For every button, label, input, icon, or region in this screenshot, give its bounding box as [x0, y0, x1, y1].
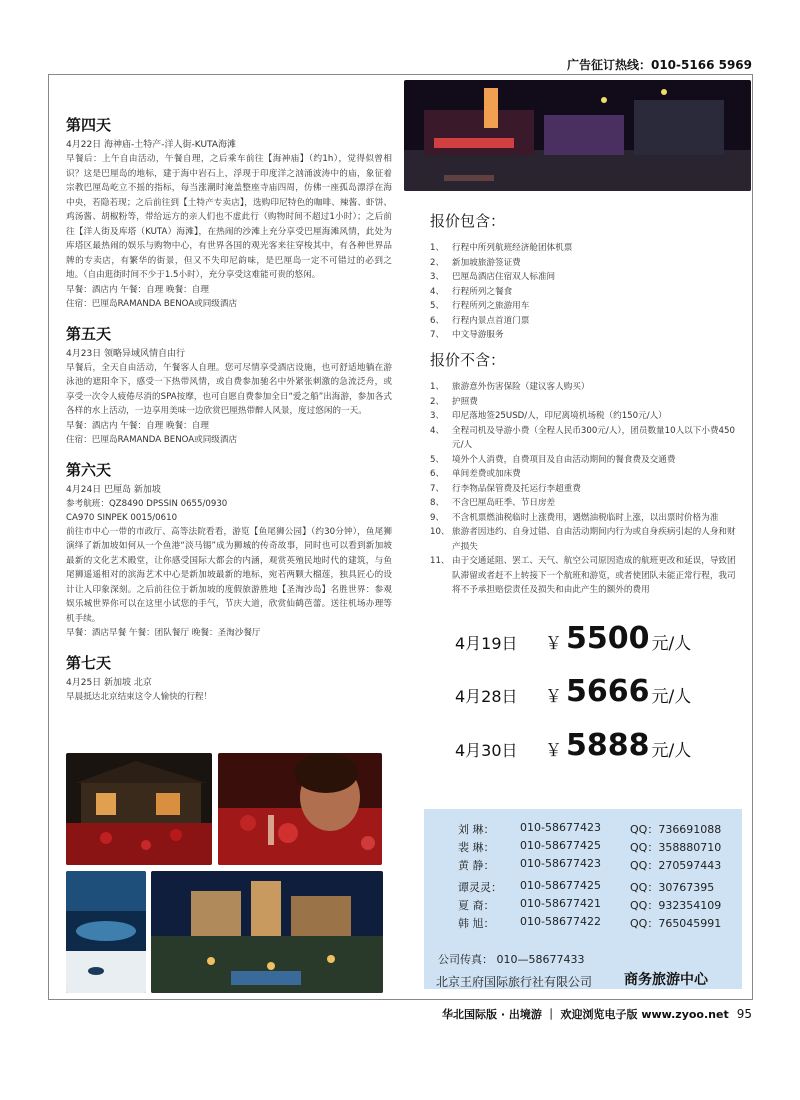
day-title: 第六天 — [66, 460, 112, 479]
list-item: 8、 不含巴厘岛旺季、节日房差 — [430, 498, 556, 508]
price-excluded-section — [430, 349, 742, 598]
list-item: 6、 行程内景点首道门票 — [430, 315, 530, 326]
yen-sign: ￥ — [545, 741, 562, 761]
price-row — [455, 621, 692, 656]
footer-text: 华北国际版 · 出境游 ｜ 欢迎浏览电子版 www.zyoo.net — [442, 1008, 729, 1021]
contact-row: 夏 裔： 010-58677421 QQ：932354109 — [458, 897, 722, 912]
day-5 — [66, 323, 392, 447]
list-item: 6、 单间差费或加床费 — [430, 469, 521, 479]
day-description: 早餐后，全天自由活动，午餐客人自理。您可尽情享受酒店设施，也可舒适地躺在游泳池的遮阳伞下，感受一下热带风情，或自费参加驰名中外紧张刺激的急流泛舟，或享受一次令人疲倦尽消的SPA按摩，也可自愿自费参加全日“爱之船”出海游，参加各式各样的水上活动，一边享用美味一边欣赏巴厘热带醉人风景，度过悠闲的一天。 — [66, 362, 392, 416]
price-date: 4月30日 — [455, 741, 518, 760]
day-meals: 早餐：酒店内 午餐：自理 晚餐：自理 — [66, 284, 209, 295]
price-amount: 5888 — [566, 728, 650, 763]
section-title: 报价包含： — [430, 212, 506, 230]
list-item: 3、 印尼落地签25USD/人，印尼离境机场税（约150元/人） — [430, 411, 667, 421]
contact-row: 刘 琳： 010-58677423 QQ：736691088 — [458, 821, 722, 836]
contact-box — [424, 809, 742, 989]
contact-row: 韩 旭： 010-58677422 QQ：765045991 — [458, 915, 722, 930]
company-name: 北京王府国际旅行社有限公司 — [436, 975, 593, 989]
ad-hotline: 广告征订热线：010-5166 5969 — [566, 58, 752, 72]
day-meals: 早餐：酒店内 午餐：自理 晚餐：自理 — [66, 420, 209, 431]
contact-row: 谭灵灵： 010-58677425 QQ：30767395 — [458, 879, 715, 894]
day-description: 早晨抵达北京结束这令人愉快的行程！ — [66, 692, 213, 702]
center-name: 商务旅游中心 — [624, 972, 708, 988]
contact-row: 黄 静： 010-58677423 QQ：270597443 — [458, 857, 722, 872]
yen-sign: ￥ — [545, 634, 562, 654]
page-footer — [442, 1006, 752, 1022]
flight-info: CA970 SINPEK 0015/0610 — [66, 512, 178, 523]
list-item: 7、 行李物品保管费及托运行李超重费 — [430, 483, 581, 494]
list-item: 11、 由于交通延阻、罢工、天气、航空公司原因造成的航班更改和延误，导致团队滞留或者赶不上转接下一个航班和游览，或者使团队未能正常行程，我司将不予承担赔偿责任及损失和由此产生的额外的费用 — [430, 556, 736, 595]
excluded-list — [430, 380, 742, 598]
page-number: 95 — [736, 1007, 752, 1021]
price-amount: 5666 — [566, 674, 650, 709]
day-subtitle: 4月24日 巴厘岛 新加坡 — [66, 484, 161, 495]
day-subtitle: 4月25日 新加坡 北京 — [66, 678, 152, 688]
street-night-photo — [404, 80, 751, 191]
included-list — [430, 241, 748, 343]
list-item: 5、 境外个人消费，自费项目及自由活动期间的餐食费及交通费 — [430, 454, 676, 465]
day-hotel: 住宿：巴厘岛RAMANDA BENOA或同级酒店 — [66, 434, 238, 445]
resort-night-photo — [151, 871, 383, 993]
day-title: 第五天 — [66, 324, 112, 343]
price-included-section — [430, 210, 748, 343]
itinerary-column — [66, 114, 392, 717]
list-item: 4、 全程司机及导游小费（全程人民币300元/人），团员数量10人以下小费450元/人 — [430, 425, 735, 450]
yen-sign: ￥ — [545, 687, 562, 707]
list-item: 2、 护照费 — [430, 396, 478, 407]
contact-row: 裴 琳： 010-58677425 QQ：358880710 — [458, 839, 722, 854]
list-item: 1、 行程中所列航班经济舱团体机票 — [430, 243, 573, 253]
day-6 — [66, 459, 392, 641]
price-amount: 5500 — [566, 621, 650, 656]
section-title: 报价不含： — [430, 351, 506, 369]
villa-pool-photo — [66, 753, 212, 865]
price-date: 4月28日 — [455, 687, 518, 706]
underwater-photo — [66, 871, 146, 993]
day-hotel: 住宿：巴厘岛RAMANDA BENOA或同级酒店 — [66, 298, 238, 309]
list-item: 10、 旅游者因违约、自身过错、自由活动期间内行为或自身疾病引起的人身和财产损失 — [430, 527, 736, 552]
day-subtitle: 4月23日 领略异域风情自由行 — [66, 348, 186, 359]
day-title: 第七天 — [66, 654, 112, 672]
price-unit: 元/人 — [651, 741, 692, 761]
spa-woman-photo — [218, 753, 382, 865]
list-item: 4、 行程所列之餐食 — [430, 286, 513, 297]
day-subtitle: 4月22日 海神庙-土特产-洋人街-KUTA海滩 — [66, 140, 236, 150]
list-item: 9、 不含机票燃油税临时上涨费用，遇燃油税临时上涨，以出票时价格为准 — [430, 512, 719, 523]
list-item: 2、 新加坡旅游签证费 — [430, 257, 521, 268]
day-description: 早餐后：上午自由活动，午餐自理，之后乘车前往【海神庙】（约1h），觉得似曾相识？这是巴厘岛的地标，建于海中岩石上，浮现于印度洋之汹涌波涛中的庙，象征着宗教巴厘岛屹立不摇的指标，每当涨潮时淹盖整座寺庙四周，仿佛一座孤岛漂浮在海中央，若隐若现；之后前往到【土特产专卖店】，选购印尼特色的咖啡、辣酱、虾饼、鸡汤酱、胡椒粉等，带给远方的亲人们也不虚此行（购物时间不超过1小时）；之后前往【洋人街及库塔（KUTA）海滩】，在热闹的沙滩上充分享受巴厘海滩风情，此处为库塔区最热闹的娱乐与购物中心，有世界各国的观光客来往穿梭其中，有各种世界品牌的专卖店，有繁华的街景，但又不失印尼韵味，是巴厘岛一定不可错过的必到之地。（自由逛街时间不少于1.5小时），充分享受这难能可贵的悠闲。 — [66, 154, 392, 280]
day-description: 前往市中心一带的市政厅、高等法院看看，游览【鱼尾狮公园】（约30分钟），鱼尾狮演绎了新加坡如何从一个鱼港“淡马锡”成为狮城的传奇故事，同时也可以看到新加坡最新的文化艺术殿堂，让你感受国际大都会的内涵，观赏英殖民地时代的建筑，与鱼尾狮遥遥相对的滨海艺术中心是新加坡最新的地标，宛若两颗大榴莲，独具匠心的设计让人印象深刻。之后前往位于新加坡的度假旅游胜地【圣淘沙岛】名胜世界：参观娱乐城世界你可以在这里小试您的手气，节庆大道，欣赏仙鹤芭蕾。送往机场办理等机手续。 — [66, 526, 392, 624]
flight-info: 参考航班：QZ8490 DPSSIN 0655/0930 — [66, 498, 228, 509]
list-item: 5、 行程所列之旅游用车 — [430, 301, 530, 311]
day-meals: 早餐：酒店早餐 午餐：团队餐厅 晚餐：圣淘沙餐厅 — [66, 628, 261, 638]
list-item: 3、 巴厘岛酒店住宿双人标准间 — [430, 272, 556, 282]
list-item: 1、 旅游意外伤害保险（建议客人购买） — [430, 382, 590, 392]
price-unit: 元/人 — [651, 687, 692, 707]
list-item: 7、 中文导游服务 — [430, 330, 504, 340]
day-4 — [66, 114, 392, 311]
company-fax: 公司传真： 010—58677433 — [438, 953, 585, 966]
day-title: 第四天 — [66, 116, 112, 134]
day-7 — [66, 652, 392, 705]
price-date: 4月19日 — [455, 634, 518, 653]
price-row — [455, 728, 692, 763]
price-unit: 元/人 — [651, 634, 692, 654]
price-row — [455, 674, 692, 709]
